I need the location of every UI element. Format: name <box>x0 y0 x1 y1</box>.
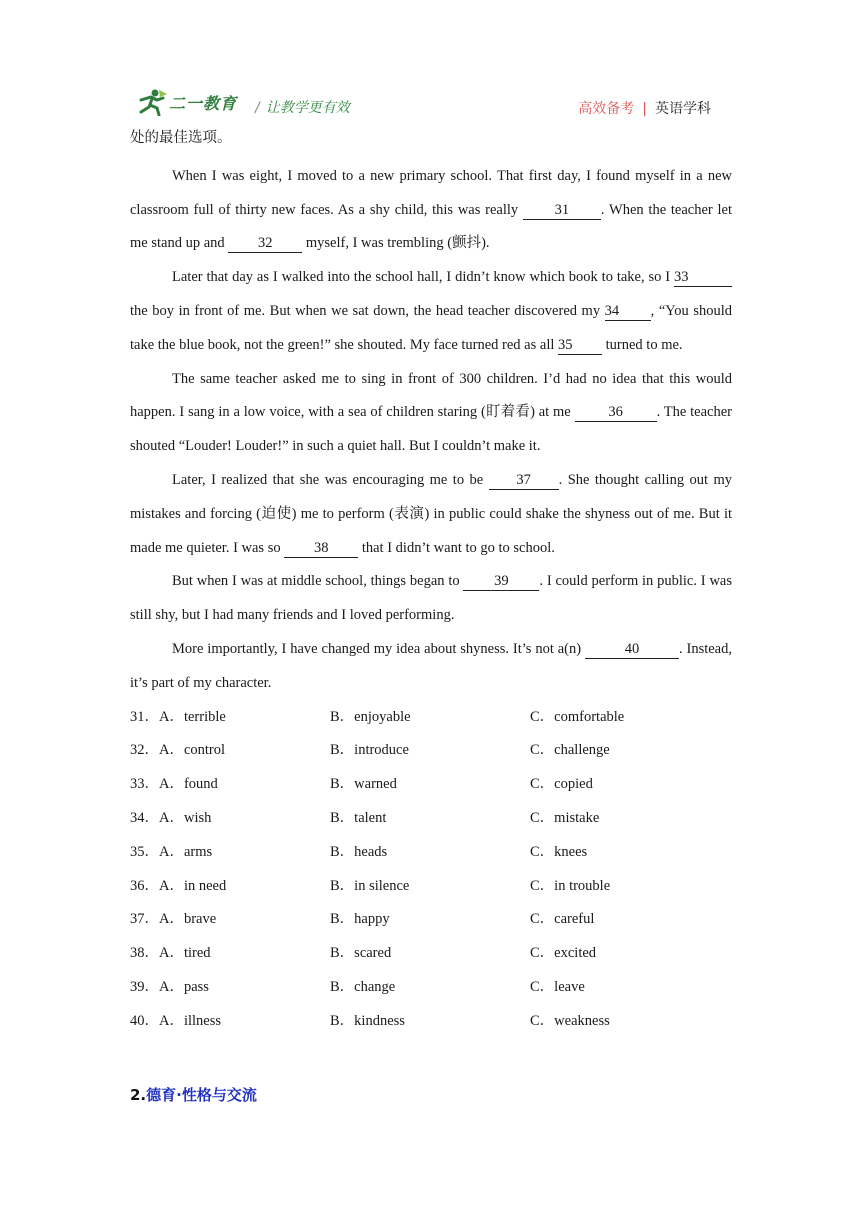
option-b[interactable]: B．warned <box>330 776 397 793</box>
option-row-31 <box>130 701 732 735</box>
option-b[interactable]: B．enjoyable <box>330 708 411 725</box>
option-c[interactable]: C．challenge <box>530 742 610 759</box>
option-a[interactable]: A．tired <box>159 945 211 962</box>
text: When I was eight, I moved to a new primary school. That first day, I found myself in a new classroom full of thirty new faces. As a shy child, this was really <box>130 167 732 218</box>
option-c[interactable]: C．excited <box>530 945 597 962</box>
text: that I didn’t want to go to school. <box>361 539 555 556</box>
option-a[interactable]: A．control <box>159 742 226 759</box>
option-a[interactable]: A．arms <box>159 843 213 860</box>
option-a[interactable]: A．wish <box>159 809 212 826</box>
text: . I could perform in public. I was still shy, but I had many friends and I loved performing. <box>130 573 732 624</box>
text: . Instead, it’s part of my character. <box>130 640 732 691</box>
option-row-38 <box>130 937 732 971</box>
option-row-40 <box>130 1005 732 1039</box>
option-row-35 <box>130 836 732 870</box>
text: The same teacher asked me to sing in front of 300 children. I’d had no idea that this would happen. I sang in a low voice, with a sea of children staring (盯着看) at me <box>130 370 732 421</box>
option-row-39 <box>130 971 732 1005</box>
tag-exam-prep: 高效备考 <box>578 101 635 117</box>
question-number: 33． <box>130 776 159 793</box>
option-b[interactable]: B．in silence <box>330 877 410 894</box>
section-number: 2. <box>130 1086 147 1104</box>
option-row-33 <box>130 768 732 802</box>
option-b[interactable]: B．heads <box>330 843 388 860</box>
text: Later, I realized that she was encouraging me to be <box>172 471 484 488</box>
text: More importantly, I have changed my idea about shyness. It’s not a(n) <box>172 640 582 657</box>
text: But when I was at middle school, things began to <box>172 573 460 590</box>
answer-options <box>130 701 732 1039</box>
slogan-text: 让教学更有效 <box>265 100 350 116</box>
blank-36: 36 <box>575 403 657 422</box>
option-row-36 <box>130 870 732 904</box>
question-number: 36． <box>130 877 159 894</box>
logo-text: 二一教育 <box>169 94 238 113</box>
option-c[interactable]: C．copied <box>530 776 593 793</box>
slogan: / 让教学更有效 <box>255 100 350 116</box>
text: the boy in front of me. But when we sat down, the head teacher discovered my <box>130 302 601 319</box>
section-title: 德育·性格与交流 <box>146 1086 257 1104</box>
option-b[interactable]: B．kindness <box>330 1012 405 1029</box>
option-c[interactable]: C．weakness <box>530 1012 610 1029</box>
question-number: 35． <box>130 843 159 860</box>
option-row-37 <box>130 903 732 937</box>
option-c[interactable]: C．leave <box>530 978 585 995</box>
option-b[interactable]: B．talent <box>330 809 387 826</box>
option-c[interactable]: C．comfortable <box>530 708 625 725</box>
option-b[interactable]: B．scared <box>330 945 392 962</box>
page-header <box>135 84 725 120</box>
blank-31: 31 <box>523 201 601 220</box>
question-number: 38． <box>130 945 159 962</box>
blank-33: 33 <box>674 268 732 287</box>
text: Later that day as I walked into the school hall, I didn’t know which book to take, so I <box>172 269 671 286</box>
question-number: 37． <box>130 911 159 928</box>
question-number: 40． <box>130 1012 159 1029</box>
blank-37: 37 <box>489 471 559 490</box>
option-c[interactable]: C．knees <box>530 843 588 860</box>
option-a[interactable]: A．brave <box>159 911 217 928</box>
header-tags <box>578 98 711 118</box>
blank-32: 32 <box>228 234 302 253</box>
paragraph-5 <box>130 565 732 633</box>
paragraph-2 <box>130 261 732 362</box>
option-b[interactable]: B．change <box>330 978 396 995</box>
text: . She thought calling out my mistakes and forcing (迫使) me to perform (表演) in public could shake the shyness out of me. But it made me quieter. I was so <box>130 471 732 556</box>
option-a[interactable]: A．in need <box>159 877 227 894</box>
option-c[interactable]: C．careful <box>530 911 595 928</box>
question-number: 31． <box>130 708 159 725</box>
blank-38: 38 <box>284 539 358 558</box>
option-a[interactable]: A．illness <box>159 1012 222 1029</box>
blank-40: 40 <box>585 640 679 659</box>
blank-34: 34 <box>605 302 651 321</box>
option-b[interactable]: B．introduce <box>330 742 409 759</box>
logo <box>135 88 245 114</box>
option-a[interactable]: A．pass <box>159 978 209 995</box>
option-row-34 <box>130 802 732 836</box>
option-a[interactable]: A．found <box>159 776 218 793</box>
text: myself, I was trembling (颤抖). <box>305 235 490 252</box>
option-row-32 <box>130 734 732 768</box>
paragraph-3 <box>130 363 732 464</box>
blank-39: 39 <box>463 572 539 591</box>
option-a[interactable]: A．terrible <box>159 708 226 725</box>
text: . When the teacher let me stand up and <box>130 201 732 252</box>
runner-logo-icon <box>135 88 169 116</box>
blank-35: 35 <box>558 336 602 355</box>
section-heading <box>130 1084 257 1105</box>
paragraph-1 <box>130 160 732 261</box>
text: . The teacher shouted “Louder! Louder!” in such a quiet hall. But I couldn’t make it. <box>130 404 732 455</box>
paragraph-6 <box>130 633 732 701</box>
option-c[interactable]: C．mistake <box>530 809 600 826</box>
tag-subject: 英语学科 <box>655 101 711 117</box>
question-number: 39． <box>130 978 159 995</box>
question-number: 32． <box>130 742 159 759</box>
text: turned to me. <box>605 336 683 353</box>
document-body <box>130 126 732 1039</box>
tag-separator: | <box>642 101 647 117</box>
paragraph-4 <box>130 464 732 565</box>
intro-tail: 处的最佳选项。 <box>130 130 232 146</box>
text: , “You should take the blue book, not the green!” she shouted. My face turned red as all <box>130 302 733 353</box>
option-b[interactable]: B．happy <box>330 911 390 928</box>
question-number: 34． <box>130 809 159 826</box>
option-c[interactable]: C．in trouble <box>530 877 611 894</box>
